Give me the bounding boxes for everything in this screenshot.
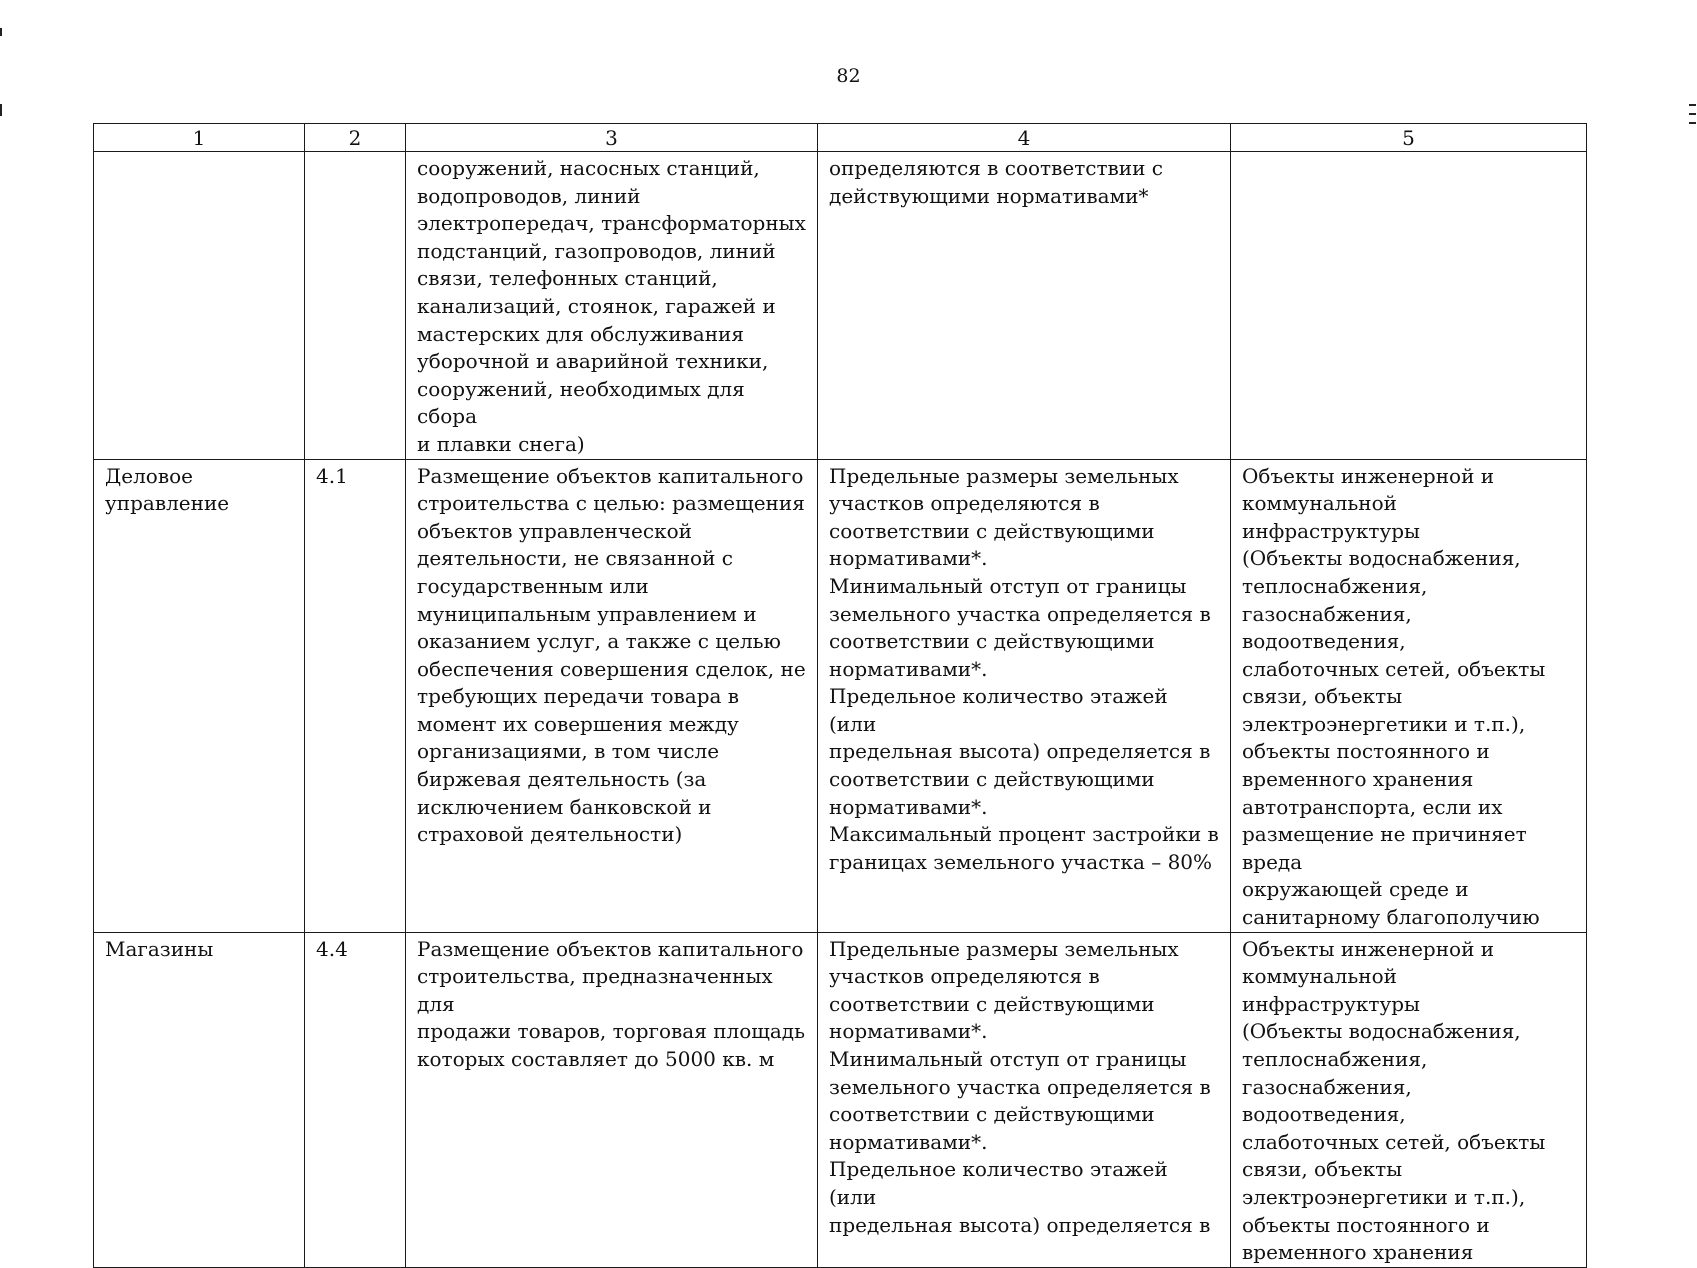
document-table bbox=[93, 123, 1587, 1268]
cell-description: сооружений, насосных станций, водопроводов, линий электропередач, трансформаторных подстанций, газопроводов, линий связи, телефонных станций, канализаций, стоянок, гаражей и мастерских для обслуживания уборочной и аварийной техники, сооружений, необходимых для сбора и плавки снега) bbox=[406, 152, 818, 460]
cell-parameters: определяются в соответствии с действующими нормативами* bbox=[818, 152, 1231, 460]
header-col-3: 3 bbox=[406, 124, 818, 152]
scan-edge-mark bbox=[0, 28, 2, 36]
header-col-5: 5 bbox=[1231, 124, 1587, 152]
cell-code: 4.4 bbox=[305, 932, 406, 1267]
cell-code: 4.1 bbox=[305, 459, 406, 932]
table-header-row bbox=[94, 124, 1587, 152]
table-row bbox=[94, 152, 1587, 460]
cell-parameters: Предельные размеры земельных участков определяются в соответствии с действующими нормативами*. Минимальный отступ от границы земельного участка определяется в соответствии с действующими нормативами*. Предельное количество этажей (или предельная высота) определяется в соответствии с действующими нормативами*. Максимальный процент застройки в границах земельного участка – 80% bbox=[818, 459, 1231, 932]
cell-auxiliary-uses: Объекты инженерной и коммунальной инфраструктуры (Объекты водоснабжения, теплоснабжения, газоснабжения, водоотведения, слаботочных сетей, объекты связи, объекты электроэнергетики и т.п.), объекты постоянного и временного хранения bbox=[1231, 932, 1587, 1267]
scan-edge-mark bbox=[1689, 104, 1696, 106]
header-col-1: 1 bbox=[94, 124, 305, 152]
table-row bbox=[94, 932, 1587, 1267]
header-col-2: 2 bbox=[305, 124, 406, 152]
cell-auxiliary-uses: Объекты инженерной и коммунальной инфраструктуры (Объекты водоснабжения, теплоснабжения, газоснабжения, водоотведения, слаботочных сетей, объекты связи, объекты электроэнергетики и т.п.), объекты постоянного и временного хранения автотранспорта, если их размещение не причиняет вреда окружающей среде и санитарному благополучию bbox=[1231, 459, 1587, 932]
scan-edge-mark bbox=[1689, 113, 1696, 115]
cell-description: Размещение объектов капитального строительства с целью: размещения объектов управленческой деятельности, не связанной с государственным или муниципальным управлением и оказанием услуг, а также с целью обеспечения совершения сделок, не требующих передачи товара в момент их совершения между организациями, в том числе биржевая деятельность (за исключением банковской и страховой деятельности) bbox=[406, 459, 818, 932]
cell-description: Размещение объектов капитального строительства, предназначенных для продажи товаров, торговая площадь которых составляет до 5000 кв. м bbox=[406, 932, 818, 1267]
header-col-4: 4 bbox=[818, 124, 1231, 152]
cell-auxiliary-uses bbox=[1231, 152, 1587, 460]
scan-edge-mark bbox=[1689, 122, 1696, 124]
table-row bbox=[94, 459, 1587, 932]
scan-edge-mark bbox=[0, 104, 2, 116]
cell-parameters: Предельные размеры земельных участков определяются в соответствии с действующими нормативами*. Минимальный отступ от границы земельного участка определяется в соответствии с действующими нормативами*. Предельное количество этажей (или предельная высота) определяется в bbox=[818, 932, 1231, 1267]
cell-use-name: Деловое управление bbox=[94, 459, 305, 932]
cell-use-name bbox=[94, 152, 305, 460]
cell-code bbox=[305, 152, 406, 460]
cell-use-name: Магазины bbox=[94, 932, 305, 1267]
page-number: 82 bbox=[836, 65, 861, 87]
